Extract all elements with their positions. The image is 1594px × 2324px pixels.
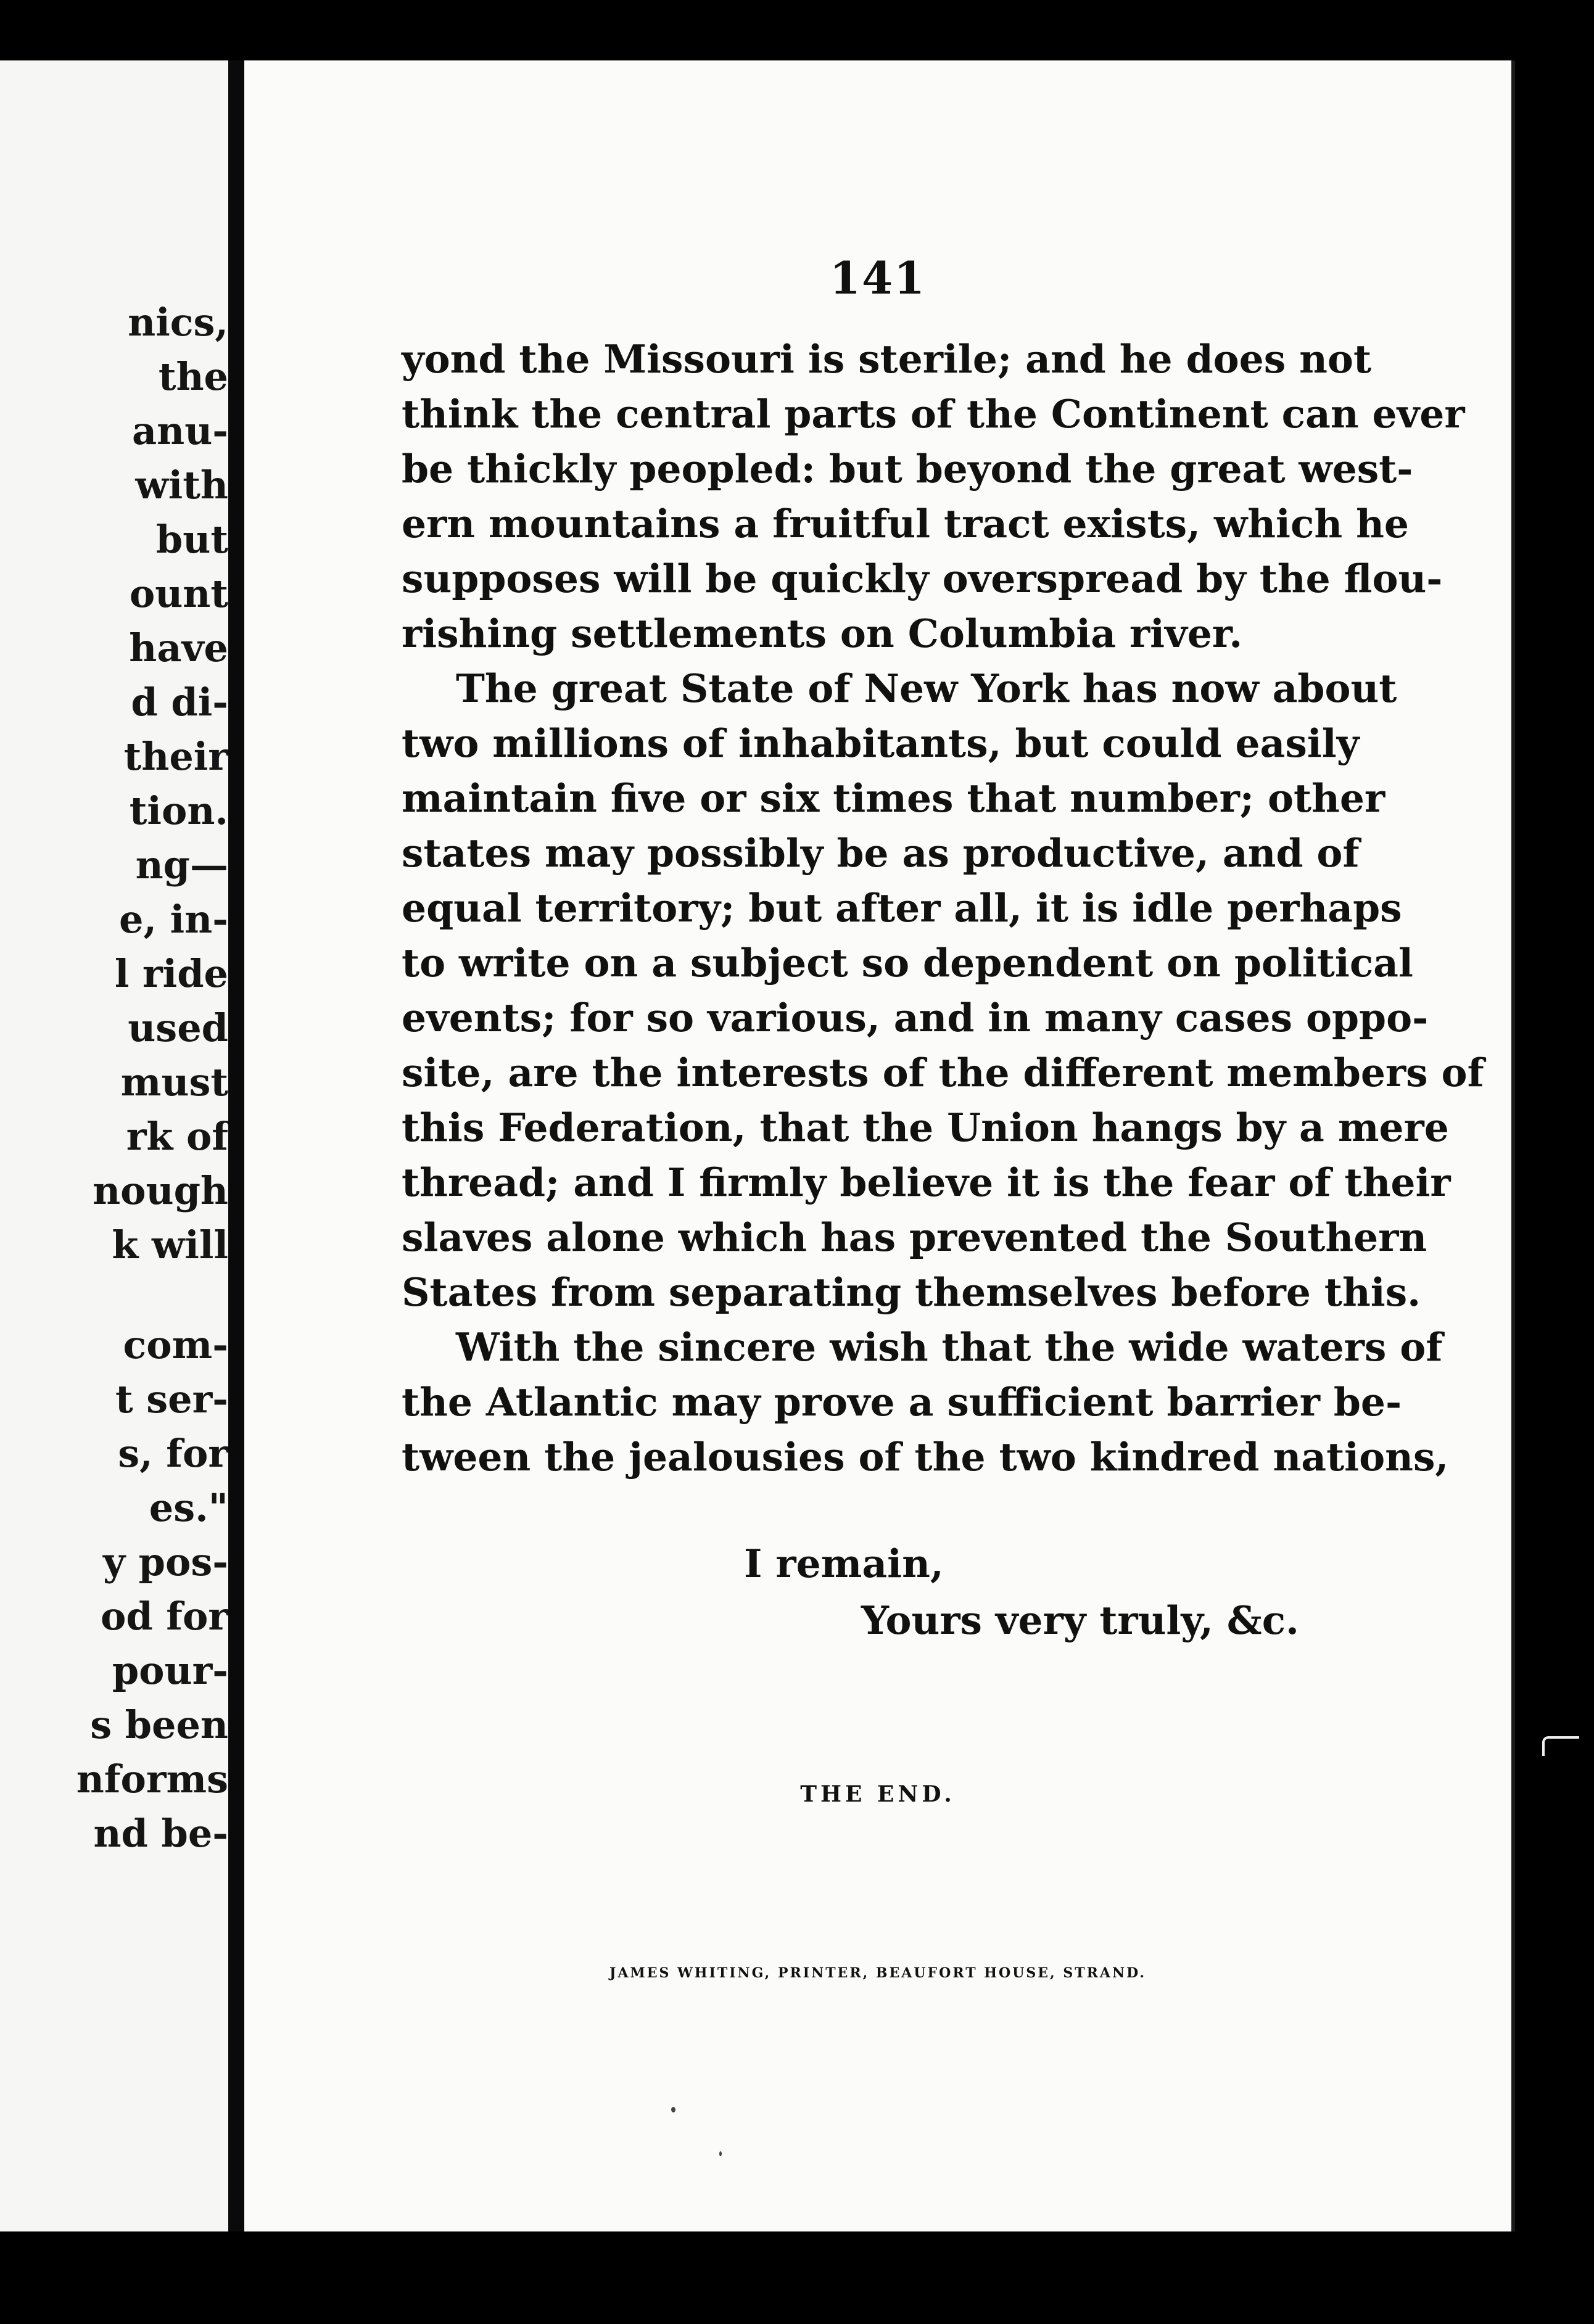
text-line: The great State of New York has now about (456, 665, 1397, 711)
closing-remain: I remain, (744, 1541, 944, 1586)
left-page-fragment-line: their (123, 734, 228, 779)
left-page-fragment-line: s been (90, 1702, 228, 1747)
left-page-fragment-line: rk of (126, 1114, 228, 1159)
left-page-fragment-line: s, for (118, 1431, 228, 1476)
left-page-fragment-line: with (135, 463, 228, 508)
text-line: equal territory; but after all, it is idle perhaps (402, 885, 1402, 931)
left-page-fragment-line: l ride (114, 951, 228, 996)
left-page-fragment-line: y pos- (103, 1539, 228, 1584)
left-page-fragment-line: k will (112, 1222, 228, 1267)
text-line: to write on a subject so dependent on political (402, 940, 1413, 986)
text-line: the Atlantic may prove a sufficient barrier be- (402, 1379, 1402, 1425)
paper-speck (719, 2151, 722, 2156)
left-page-fragment-line: od for (101, 1594, 228, 1639)
left-page-fragment-line: nics, (128, 300, 228, 345)
text-line: slaves alone which has prevented the Southern (402, 1214, 1427, 1260)
page-gutter (228, 60, 244, 2231)
left-page-fragment-line: nforms (76, 1757, 228, 1802)
page-number: 141 (829, 252, 927, 304)
paper-speck (671, 2107, 675, 2112)
left-page-fragment-line: nough (93, 1168, 228, 1213)
book-page (244, 60, 1515, 2231)
text-line: States from separating themselves before this. (402, 1269, 1421, 1315)
text-line: this Federation, that the Union hangs by a mere (402, 1105, 1449, 1150)
left-page-fragment-line: e, in- (119, 897, 228, 942)
left-page-fragment-line: anu- (131, 408, 228, 453)
text-line: states may possibly be as productive, and of (402, 830, 1360, 876)
text-line: site, are the interests of the different members of (402, 1050, 1484, 1095)
left-page-fragment-line: nd be- (93, 1811, 228, 1856)
body-text (402, 332, 1484, 1485)
text-line: rishing settlements on Columbia river. (402, 611, 1243, 656)
left-page-fragment-line: ount (129, 571, 228, 616)
text-line: supposes will be quickly overspread by the flou- (402, 556, 1443, 601)
printer-imprint: JAMES WHITING, PRINTER, BEAUFORT HOUSE, STRAND. (609, 1965, 1147, 1981)
text-line: With the sincere wish that the wide waters of (456, 1324, 1443, 1370)
the-end-heading: THE END. (800, 1781, 956, 1807)
edge-mark (1542, 1736, 1579, 1756)
left-page-fragment-line: t ser- (115, 1377, 228, 1422)
text-line: tween the jealousies of the two kindred nations, (402, 1434, 1449, 1480)
text-line: two millions of inhabitants, but could easily (402, 720, 1360, 766)
left-page-fragment-line: ng— (135, 843, 228, 888)
left-page-fragment-line: have (129, 625, 228, 670)
text-line: events; for so various, and in many cases oppo- (402, 995, 1429, 1040)
text-line: think the central parts of the Continent can ever (402, 391, 1465, 437)
left-page-fragment-line: but (155, 517, 228, 562)
left-page-fragment-line: pour- (112, 1648, 228, 1693)
paragraph (402, 332, 1465, 661)
left-page-fragment-line: es." (149, 1485, 228, 1530)
left-page-fragment-line: com- (123, 1322, 228, 1367)
left-page-fragment-line: must (120, 1060, 228, 1105)
left-page-fragment-line: d di- (131, 680, 228, 725)
text-line: be thickly peopled: but beyond the great west- (402, 446, 1413, 492)
left-page-fragment-line: the (158, 354, 228, 399)
closing-signoff: Yours very truly, &c. (861, 1597, 1299, 1643)
text-line: yond the Missouri is sterile; and he does not (402, 336, 1372, 382)
paragraph (402, 1320, 1449, 1485)
text-line: ern mountains a fruitful tract exists, which he (402, 501, 1409, 546)
paragraph (402, 661, 1484, 1320)
text-line: maintain five or six times that number; other (402, 775, 1385, 821)
left-page-fragment-line: used (128, 1005, 228, 1050)
text-line: thread; and I firmly believe it is the fear of their (402, 1160, 1451, 1205)
left-page-fragment-line: tion. (129, 788, 228, 833)
previous-page-fragment (0, 60, 228, 2231)
